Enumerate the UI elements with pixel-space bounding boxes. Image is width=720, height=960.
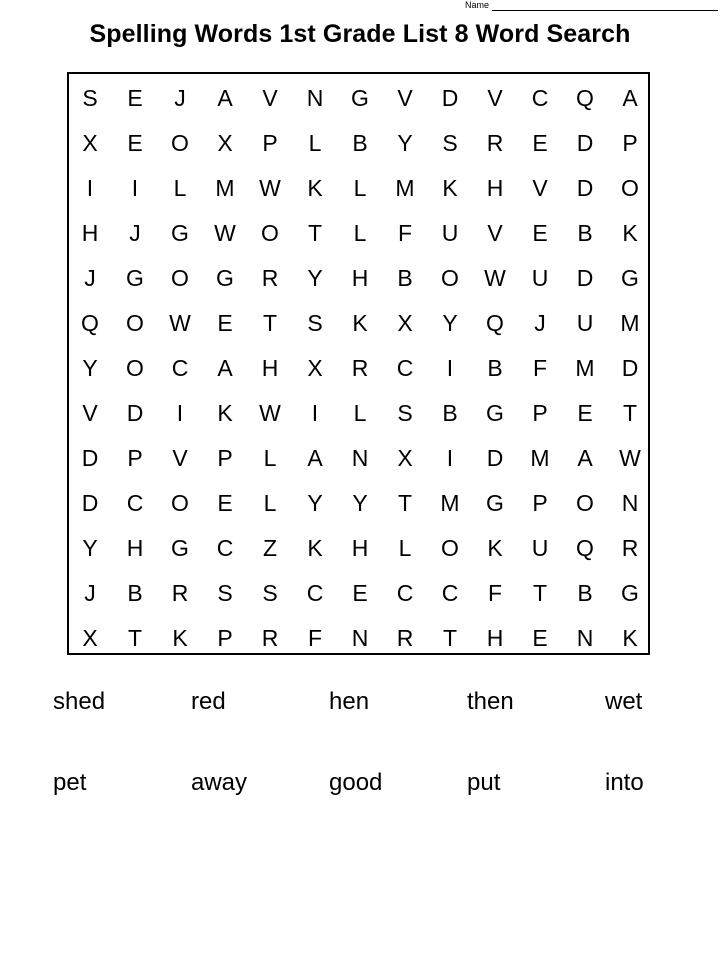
grid-letter[interactable]: E <box>532 625 548 651</box>
grid-letter[interactable]: L <box>308 130 322 156</box>
grid-letter[interactable]: U <box>531 535 549 561</box>
grid-letter[interactable]: C <box>171 355 189 381</box>
word-list-item: wet <box>605 688 643 715</box>
grid-row <box>69 166 648 211</box>
grid-letter[interactable]: R <box>351 355 369 381</box>
grid-letter[interactable]: R <box>621 535 639 561</box>
grid-letter[interactable]: X <box>307 355 323 381</box>
grid-letter[interactable]: G <box>171 535 189 561</box>
grid-letter[interactable]: G <box>171 220 189 246</box>
grid-letter[interactable]: C <box>441 580 459 606</box>
grid-row <box>69 436 648 481</box>
grid-letter[interactable]: E <box>127 130 143 156</box>
grid-letter[interactable]: K <box>622 625 638 651</box>
grid-letter[interactable]: K <box>307 535 323 561</box>
grid-letter[interactable]: J <box>534 310 546 336</box>
word-list-item: hen <box>329 688 370 715</box>
grid-letter[interactable]: K <box>442 175 458 201</box>
grid-letter[interactable]: Y <box>307 265 323 291</box>
grid-letter[interactable]: P <box>262 130 278 156</box>
grid-letter[interactable]: W <box>619 445 641 471</box>
grid-row <box>69 256 648 301</box>
page-title: Spelling Words 1st Grade List 8 Word Search <box>89 20 631 48</box>
grid-letter[interactable]: E <box>577 400 593 426</box>
grid-letter[interactable]: O <box>441 265 459 291</box>
grid-letter[interactable]: C <box>396 355 414 381</box>
grid-row <box>69 76 648 121</box>
grid-letter[interactable]: A <box>217 355 233 381</box>
grid-letter[interactable]: R <box>261 265 279 291</box>
grid-letter[interactable]: K <box>487 535 503 561</box>
word-list-item: into <box>605 769 644 796</box>
grid-letter[interactable]: E <box>352 580 368 606</box>
grid-letter[interactable]: D <box>81 490 99 516</box>
grid-letter[interactable]: H <box>351 535 369 561</box>
grid-letter[interactable]: G <box>621 580 639 606</box>
grid-letter[interactable]: P <box>532 490 548 516</box>
grid-letter[interactable]: I <box>176 400 184 426</box>
grid-letter[interactable]: J <box>129 220 141 246</box>
grid-letter[interactable]: R <box>261 625 279 651</box>
grid-row <box>69 211 648 256</box>
grid-letter[interactable]: H <box>486 175 504 201</box>
grid-letter[interactable]: W <box>484 265 506 291</box>
grid-letter[interactable]: C <box>126 490 144 516</box>
grid-letter[interactable]: J <box>174 85 186 111</box>
grid-letter[interactable]: T <box>442 625 458 651</box>
grid-letter[interactable]: O <box>126 310 144 336</box>
word-list-item: away <box>191 769 248 796</box>
grid-letter[interactable]: B <box>397 265 413 291</box>
grid-letter[interactable]: H <box>351 265 369 291</box>
grid-letter[interactable]: S <box>442 130 458 156</box>
grid-letter[interactable]: P <box>622 130 638 156</box>
grid-letter[interactable]: O <box>441 535 459 561</box>
name-field[interactable] <box>465 0 718 11</box>
grid-letter[interactable]: G <box>486 400 504 426</box>
grid-letter[interactable]: T <box>532 580 548 606</box>
grid-letter[interactable]: R <box>396 625 414 651</box>
grid-letter[interactable]: I <box>311 400 319 426</box>
word-list-item: put <box>467 769 501 796</box>
grid-letter[interactable]: V <box>262 85 278 111</box>
grid-letter[interactable]: R <box>486 130 504 156</box>
grid-letter[interactable]: F <box>532 355 548 381</box>
grid-letter[interactable]: S <box>82 85 98 111</box>
grid-letter[interactable]: T <box>307 220 323 246</box>
grid-letter[interactable]: E <box>217 490 233 516</box>
grid-letter[interactable]: I <box>446 445 454 471</box>
grid-row <box>69 301 648 346</box>
grid-letter[interactable]: D <box>81 445 99 471</box>
grid-letter[interactable]: A <box>622 85 638 111</box>
grid-letter[interactable]: O <box>171 265 189 291</box>
grid-letter[interactable]: L <box>263 490 277 516</box>
grid-letter[interactable]: O <box>171 490 189 516</box>
grid-letter[interactable]: E <box>127 85 143 111</box>
grid-letter[interactable]: M <box>440 490 460 516</box>
grid-letter[interactable]: L <box>263 445 277 471</box>
grid-letter[interactable]: D <box>486 445 504 471</box>
grid-row <box>69 526 648 571</box>
grid-letter[interactable]: X <box>82 625 98 651</box>
grid-letter[interactable]: K <box>307 175 323 201</box>
grid-letter[interactable]: V <box>397 85 413 111</box>
grid-letter[interactable]: U <box>441 220 459 246</box>
grid-letter[interactable]: C <box>306 580 324 606</box>
grid-letter[interactable]: O <box>171 130 189 156</box>
grid-letter[interactable]: S <box>217 580 233 606</box>
grid-letter[interactable]: W <box>259 400 281 426</box>
grid-letter[interactable]: R <box>171 580 189 606</box>
grid-letter[interactable]: D <box>576 130 594 156</box>
grid-letter[interactable]: B <box>442 400 458 426</box>
grid-letter[interactable]: Y <box>397 130 413 156</box>
grid-letter[interactable]: A <box>217 85 233 111</box>
grid-letter[interactable]: O <box>621 175 639 201</box>
grid-letter[interactable]: X <box>397 310 413 336</box>
grid-row <box>69 346 648 391</box>
grid-letter[interactable]: L <box>398 535 412 561</box>
grid-letter[interactable]: G <box>621 265 639 291</box>
grid-letter[interactable]: O <box>126 355 144 381</box>
grid-letter[interactable]: V <box>487 85 503 111</box>
grid-letter[interactable]: E <box>217 310 233 336</box>
word-list-item: pet <box>53 769 87 796</box>
grid-letter[interactable]: L <box>173 175 187 201</box>
grid-letter[interactable]: C <box>216 535 234 561</box>
grid-letter[interactable]: J <box>84 265 96 291</box>
grid-letter[interactable]: M <box>575 355 595 381</box>
grid-letter[interactable]: N <box>306 85 324 111</box>
grid-letter[interactable]: X <box>397 445 413 471</box>
grid-letter[interactable]: N <box>351 445 369 471</box>
grid-letter[interactable]: P <box>127 445 143 471</box>
grid-letter[interactable]: G <box>126 265 144 291</box>
grid-letter[interactable]: M <box>215 175 235 201</box>
grid-letter[interactable]: G <box>486 490 504 516</box>
grid-letter[interactable]: T <box>127 625 143 651</box>
grid-letter[interactable]: B <box>487 355 503 381</box>
word-list-item: then <box>467 688 514 715</box>
word-list-item: good <box>329 769 383 796</box>
grid-letter[interactable]: S <box>307 310 323 336</box>
grid-letter[interactable]: H <box>126 535 144 561</box>
grid-letter[interactable]: W <box>169 310 191 336</box>
grid-letter[interactable]: P <box>217 445 233 471</box>
grid-letter[interactable]: Z <box>262 535 278 561</box>
grid-letter[interactable]: K <box>622 220 638 246</box>
grid-letter[interactable]: C <box>531 85 549 111</box>
grid-letter[interactable]: M <box>620 310 640 336</box>
grid-letter[interactable]: M <box>530 445 550 471</box>
grid-letter[interactable]: J <box>84 580 96 606</box>
grid-letter[interactable]: F <box>397 220 413 246</box>
grid-letter[interactable]: B <box>352 130 368 156</box>
grid-letter[interactable]: N <box>576 625 594 651</box>
grid-row <box>69 616 648 661</box>
grid-letter[interactable]: L <box>353 220 367 246</box>
grid-letter[interactable]: L <box>353 400 367 426</box>
grid-letter[interactable]: D <box>126 400 144 426</box>
grid-letter[interactable]: E <box>532 130 548 156</box>
grid-letter[interactable]: N <box>621 490 639 516</box>
grid-letter[interactable]: V <box>172 445 188 471</box>
grid-letter[interactable]: P <box>532 400 548 426</box>
grid-letter[interactable]: H <box>486 625 504 651</box>
grid-letter[interactable]: Q <box>486 310 504 336</box>
grid-letter[interactable]: Y <box>82 355 98 381</box>
name-blank-line[interactable] <box>492 0 718 11</box>
grid-letter[interactable]: Y <box>307 490 323 516</box>
grid-row <box>69 121 648 166</box>
grid-letter[interactable]: O <box>261 220 279 246</box>
grid-row <box>69 481 648 526</box>
grid-letter[interactable]: Q <box>576 85 594 111</box>
grid-letter[interactable]: A <box>307 445 323 471</box>
grid-letter[interactable]: K <box>217 400 233 426</box>
grid-letter[interactable]: X <box>82 130 98 156</box>
grid-letter[interactable]: S <box>397 400 413 426</box>
grid-letter[interactable]: N <box>351 625 369 651</box>
grid-letter[interactable]: F <box>487 580 503 606</box>
grid-letter[interactable]: G <box>216 265 234 291</box>
grid-letter[interactable]: V <box>82 400 98 426</box>
grid-letter[interactable]: C <box>396 580 414 606</box>
grid-letter[interactable]: I <box>446 355 454 381</box>
grid-letter[interactable]: Y <box>442 310 458 336</box>
grid-letter[interactable]: X <box>217 130 233 156</box>
grid-letter[interactable]: V <box>487 220 503 246</box>
grid-letter[interactable]: W <box>214 220 236 246</box>
grid-letter[interactable]: Q <box>576 535 594 561</box>
word-search-grid <box>67 72 650 655</box>
grid-letter[interactable]: M <box>395 175 415 201</box>
grid-letter[interactable]: T <box>262 310 278 336</box>
grid-letter[interactable]: Q <box>81 310 99 336</box>
grid-letter[interactable]: G <box>351 85 369 111</box>
grid-letter[interactable]: A <box>577 445 593 471</box>
grid-letter[interactable]: W <box>259 175 281 201</box>
grid-letter[interactable]: H <box>81 220 99 246</box>
grid-letter[interactable]: K <box>172 625 188 651</box>
grid-letter[interactable]: Y <box>352 490 368 516</box>
grid-letter[interactable]: F <box>307 625 323 651</box>
grid-letter[interactable]: E <box>532 220 548 246</box>
grid-letter[interactable]: S <box>262 580 278 606</box>
grid-letter[interactable]: B <box>577 220 593 246</box>
grid-letter[interactable]: B <box>127 580 143 606</box>
grid-row <box>69 571 648 616</box>
grid-letter[interactable]: Y <box>82 535 98 561</box>
word-list-item: red <box>191 688 226 715</box>
grid-letter[interactable]: T <box>622 400 638 426</box>
grid-letter[interactable]: D <box>441 85 459 111</box>
grid-letter[interactable]: U <box>576 310 594 336</box>
grid-letter[interactable]: T <box>397 490 413 516</box>
grid-letter[interactable]: H <box>261 355 279 381</box>
grid-letter[interactable]: I <box>131 175 139 201</box>
grid-letter[interactable]: V <box>532 175 548 201</box>
grid-letter[interactable]: L <box>353 175 367 201</box>
grid-letter[interactable]: I <box>86 175 94 201</box>
grid-letter[interactable]: D <box>576 175 594 201</box>
grid-row <box>69 391 648 436</box>
word-list-item: shed <box>53 688 106 715</box>
grid-letter[interactable]: D <box>621 355 639 381</box>
grid-letter[interactable]: B <box>577 580 593 606</box>
grid-letter[interactable]: K <box>352 310 368 336</box>
name-label: Name <box>464 0 489 10</box>
grid-letter[interactable]: O <box>576 490 594 516</box>
grid-letter[interactable]: D <box>576 265 594 291</box>
grid-letter[interactable]: U <box>531 265 549 291</box>
grid-letter[interactable]: P <box>217 625 233 651</box>
